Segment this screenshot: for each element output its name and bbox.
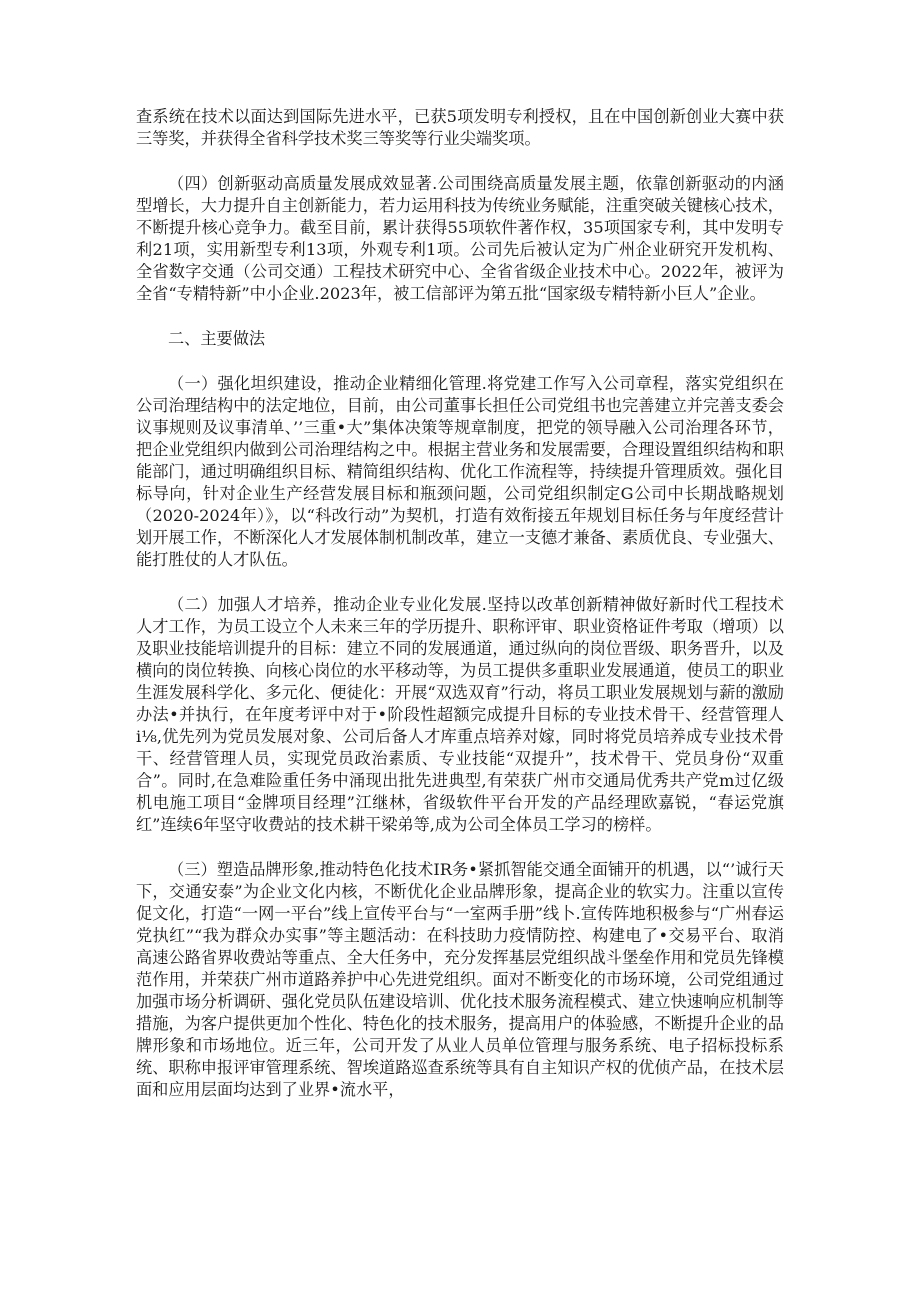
document-page — [136, 106, 784, 1101]
body-paragraph-talent: （二）加强人才培养，推动企业专业化发展.坚持以改革创新精神做好新时代工程技术人才工作，为员工设立个人未来三年的学历提升、职称评审、职业资格证件考取（增项）以及职业技能培训提升的目标：建立不同的发展通道，通过纵向的岗位晋级、职务晋升，以及横向的岗位转换、向核心岗位的水平移动等，为员工提供多重职业发展通道，使员工的职业生涯发展科学化、多元化、便徒化：开展“双选双育”行动，将员工职业发展规划与薪的激励办法•并执行，在年度考评中对于•阶段性超额完成提升目标的专业技术骨干、经营管理人i⅛,优先列为党员发展对象、公司后备人才库重点培养对嫁，同时将党员培养成专业技术骨干、经营管理人员，实现党员政治素质、专业技能“双提升”，技术骨干、党员身份“双重合”。同时,在急难险重任务中涌现出批先进典型,有荣获广州市交通局优秀共产党m过亿级机电施工项目“金牌项目经理”江继林，省级软件平台开发的产品经理欧嘉锐，“春运党旗红”连续6年坚守收费站的技术耕干梁弟等,成为公司全体员工学习的榜样。 — [136, 595, 784, 834]
section-heading: 二、主要做法 — [168, 329, 266, 348]
body-paragraph-brand: （三）塑造品牌形象,推动特色化技术IR务•紧抓智能交通全面铺开的机遇，以“’诚行天下，交通安泰”为企业文化内核，不断优化企业品牌形象，提高企业的软实力。注重以宣传促文化，打造“一网一平台”线上宣传平台与“一室两手册”线卜.宣传阵地积极参与“广州春运党执红”“我为群众办实事”等主题活动：在科技助力疫情防控、构建电了•交易平台、取消高速公路省界收费站等重点、全大任务中，充分发挥基层党组织战斗堡垒作用和党员先锋模范作用，并荣获广州市道路养护中心先进党组织。面对不断变化的市场环境，公司党组通过加强市场分析调研、强化党员队伍建设培训、优化技术服务流程模式、建立快速响应机制等措施，为客户提供更加个性化、特色化的技术服务，提高用户的体验感，不断提升企业的品牌形象和市场地位。近三年，公司开发了从业人员单位管理与服务系统、电子招标投标系统、职称申报评审管理系统、智埃道路巡查系统等具有自主知识产权的优侦产品，在技术层面和应用层面均达到了业界•流水平， — [136, 860, 784, 1099]
body-paragraph-organization: （一）强化坦织建设，推动企业精细化管理.将党建工作写入公司章程，落实党组织在公司治理结构中的法定地位，目前，由公司董事长担任公司党组书也完善建立并完善支委会议事规则及议事清单、’’三重•大”集体决策等规章制度，把党的领导融入公司治理各环节，把企业党组织内做到公司治理结构之中。根据主营业务和发展需要，合理设置组织结构和职能部门，通过明确组织目标、精简组织结构、优化工作流程等，持续提升管理质效。强化目标导向，针对企业生产经营发展目标和瓶颈问题，公司党组织制定G公司中长期战略规划（2020-2024年）》，以“科改行动”为契机，打造有效衔接五年规划目标任务与年度经营计划开展工作，不断深化人才发展体制机制改革，建立一支德才兼备、素质优良、专业强大、能打胜仗的人才队伍。 — [136, 374, 784, 569]
body-paragraph-continuation: 查系统在技术以面达到国际先进水平，已获5项发明专利授权，且在中国创新创业大赛中获三等奖，并获得全省科学技术奖三等奖等行业尖端奖项。 — [136, 107, 784, 148]
body-paragraph-innovation: （四）创新驱动高质量发展成效显著.公司围绕高质量发展主题，依靠创新驱动的内涵型增长，大力提升自主创新能力，若力运用科技为传统业务赋能，注重突破关键核心技术，不断提升核心竞争力。截至目前，累计获得55项软件著作权，35项国家专利，其中发明专利21项，实用新型专利13项，外观专利1项。公司先后被认定为广州企业研究开发机构、全省数字交通（公司交通）工程技术研究中心、全省省级企业技术中心。2022年，被评为全省“专精特新”中小企业.2023年，被工信部评为第五批“国家级专精特新小巨人”企业。 — [136, 174, 784, 303]
